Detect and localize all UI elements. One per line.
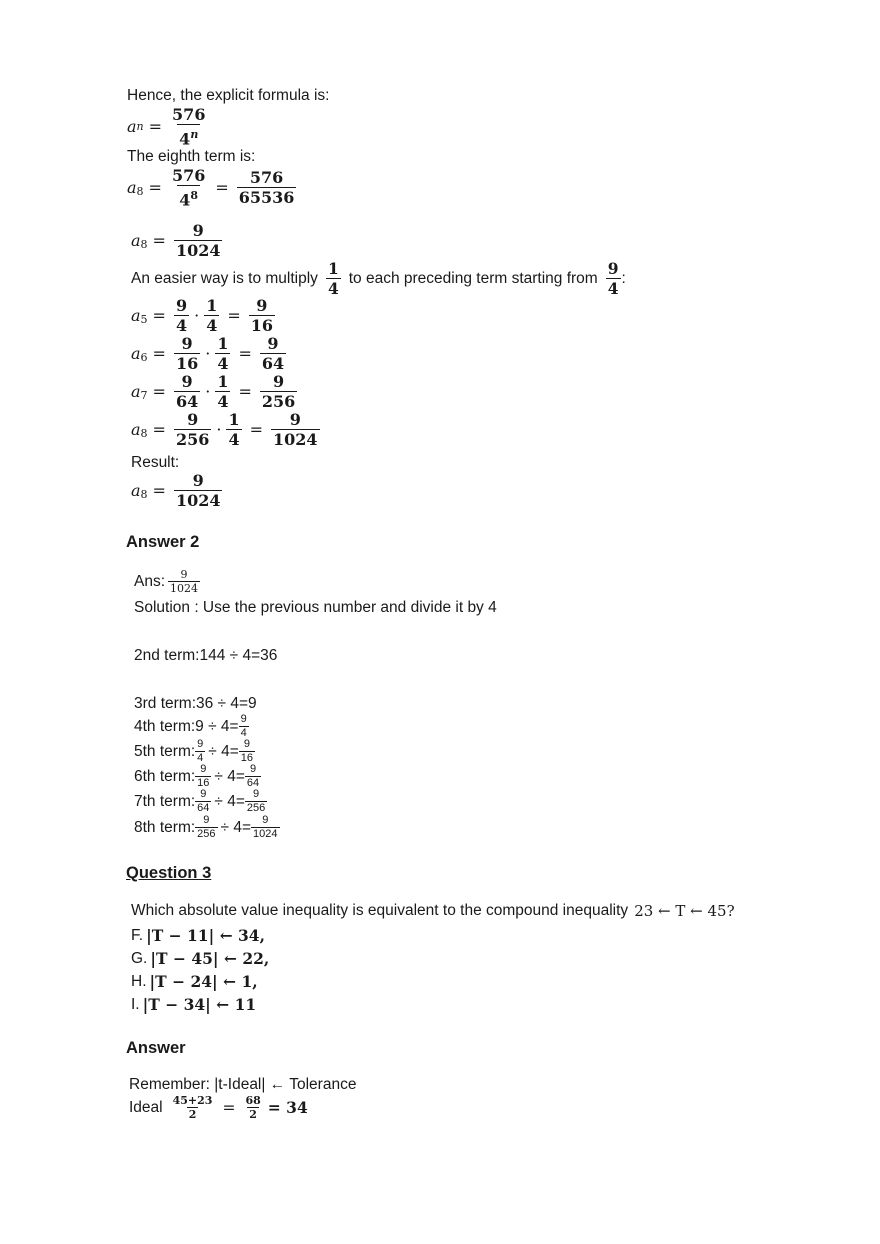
question3-prompt: Which absolute value inequality is equivalent to the compound inequality 23 ← T ← 45? — [131, 902, 735, 920]
eighth-term-simplified: a 8 = $\frac{9}{1024}$ — [131, 221, 221, 260]
easier-way-text: An easier way is to multiply $\frac{1}{4}$ to each preceding term starting from $\frac{9}{4}$ : — [131, 259, 626, 298]
result-label: Result: — [131, 454, 180, 471]
eighth-term-formula: a 8 = $\frac{576}{4^8}$ = $\frac{576}{65536}$ — [127, 166, 295, 210]
term-6: 6th term: $\frac{9}{16}$ ÷ 4= $\frac{9}{64}$ — [134, 763, 260, 789]
step-row: a 5 = $\frac{9}{4}$ · $\frac{1}{4}$ = $\frac{9}{16}$ — [131, 296, 273, 335]
step-row: a 7 = $\frac{9}{64}$ · $\frac{1}{4}$ = $\frac{9}{256}$ — [131, 372, 296, 411]
term-3: 3rd term:36 ÷ 4=9 — [134, 695, 257, 712]
step-row: a 8 = $\frac{9}{256}$ · $\frac{1}{4}$ = $\frac{9}{1024}$ — [131, 410, 318, 449]
step-row: a 6 = $\frac{9}{16}$ · $\frac{1}{4}$ = $\frac{9}{64}$ — [131, 334, 285, 373]
explicit-formula: a n = $\frac{576}{4^n}$ — [127, 105, 206, 149]
option-item: F. |T − 11| ← 34, — [131, 926, 265, 945]
option-item: I. |T − 34| ← 11 — [131, 995, 257, 1014]
remember-text: Remember: |t-Ideal| ← Tolerance — [129, 1076, 357, 1093]
answer2-heading: Answer 2 — [126, 533, 200, 551]
result-formula: a 8 = $\frac{9}{1024}$ — [131, 471, 221, 510]
question3-heading: Question 3 — [126, 864, 212, 882]
intro-text: Hence, the explicit formula is: — [127, 87, 330, 104]
answer2-solution: Solution : Use the previous number and divide it by 4 — [134, 599, 497, 616]
term-2: 2nd term:144 ÷ 4=36 — [134, 647, 278, 664]
answer3-heading: Answer — [126, 1039, 186, 1057]
option-item: H. |T − 24| ← 1, — [131, 972, 258, 991]
term-4: 4th term:9 ÷ 4= $\frac{9}{4}$ — [134, 713, 247, 739]
ideal-formula: Ideal $\frac{45+23}{2}$ = $\frac{68}{2}$ = 34 — [129, 1094, 308, 1121]
term-8: 8th term: $\frac{9}{256}$ ÷ 4= $\frac{9}{1024}$ — [134, 814, 278, 840]
eighth-term-label: The eighth term is: — [127, 148, 256, 165]
option-item: G. |T − 45| ← 22, — [131, 949, 270, 968]
answer2-ans: Ans: $\frac{9}{1024}$ — [134, 568, 199, 595]
term-5: 5th term: $\frac{9}{4}$ ÷ 4= $\frac{9}{16}$ — [134, 738, 254, 764]
term-7: 7th term: $\frac{9}{64}$ ÷ 4= $\frac{9}{256}$ — [134, 788, 266, 814]
